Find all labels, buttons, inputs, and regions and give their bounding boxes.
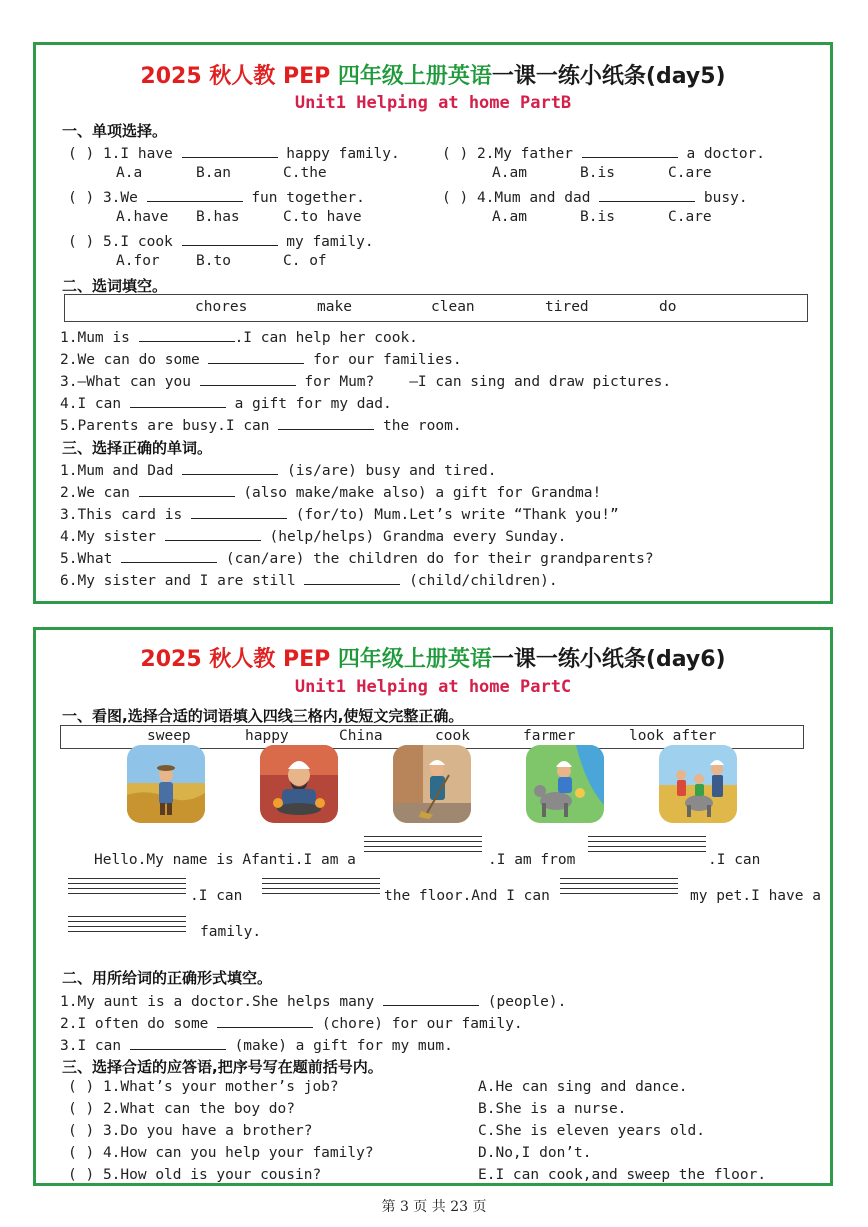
day6-section2-heading: 二、用所给词的正确形式填空。: [62, 969, 273, 987]
day6-paragraph-line1c: .I can: [708, 852, 761, 868]
day5-fill-2: 2.We can do some for our families.: [60, 349, 462, 368]
day5-q1-option-a: A.a: [116, 165, 143, 181]
day5-fill-1: 1.Mum is .I can help her cook.: [60, 327, 418, 346]
fourline-blank[interactable]: [588, 836, 706, 856]
day5-q2-option-b: B.is: [580, 165, 615, 181]
donkey-picture: [526, 745, 604, 823]
farmer-picture: [127, 745, 205, 823]
day6-section3-heading: 三、选择合适的应答语,把序号写在题前括号内。: [62, 1058, 383, 1076]
word-bank-item: China: [339, 728, 383, 744]
fourline-blank[interactable]: [560, 878, 678, 898]
word-bank-item: make: [317, 299, 352, 315]
day5-q5-option-a: A.for: [116, 253, 160, 269]
answer-paren[interactable]: ( ): [68, 146, 95, 162]
day6-match-q3: ( ) 3.Do you have a brother?: [68, 1123, 313, 1139]
answer-paren[interactable]: ( ): [68, 1167, 95, 1183]
day6-match-a5: E.I can cook,and sweep the floor.: [478, 1167, 767, 1183]
answer-blank[interactable]: [121, 548, 217, 563]
day5-q1-option-c: C.the: [283, 165, 327, 181]
fourline-blank[interactable]: [68, 916, 186, 936]
day6-paragraph-line1b: .I am from: [488, 852, 576, 868]
word-bank-item: cook: [435, 728, 470, 744]
answer-paren[interactable]: ( ): [68, 1101, 95, 1117]
day6-match-q2: ( ) 2.What can the boy do?: [68, 1101, 295, 1117]
day6-paragraph-line3: family.: [200, 924, 262, 940]
word-bank-item: sweep: [147, 728, 191, 744]
day5-q5-option-b: B.to: [196, 253, 231, 269]
day5-choose-5: 5.What (can/are) the children do for their grandparents?: [60, 548, 654, 567]
day5-fill-3: 3.—What can you for Mum? —I can sing and draw pictures.: [60, 371, 671, 390]
answer-blank[interactable]: [130, 1035, 226, 1050]
day5-q4-option-a: A.am: [492, 209, 527, 225]
day5-choose-1: 1.Mum and Dad (is/are) busy and tired.: [60, 460, 496, 479]
answer-blank[interactable]: [200, 371, 296, 386]
answer-blank[interactable]: [182, 460, 278, 475]
word-bank-item: happy: [245, 728, 289, 744]
day6-match-a4: D.No,I don’t.: [478, 1145, 592, 1161]
answer-paren[interactable]: ( ): [68, 234, 95, 250]
word-bank-item: look after: [629, 728, 717, 744]
day5-q2-option-c: C.are: [668, 165, 712, 181]
page-footer: 第 3 页 共 23 页: [381, 1199, 487, 1215]
answer-blank[interactable]: [139, 327, 235, 342]
day5-q3-option-c: C.to have: [283, 209, 362, 225]
day6-subtitle: Unit1 Helping at home PartC: [294, 677, 572, 697]
sweep-picture: [393, 745, 471, 823]
answer-blank[interactable]: [182, 143, 278, 158]
day5-q4-option-b: B.is: [580, 209, 615, 225]
day6-section1-heading: 一、看图,选择合适的词语填入四线三格内,使短文完整正确。: [62, 707, 464, 725]
day5-q2-option-a: A.am: [492, 165, 527, 181]
word-bank-item: farmer: [523, 728, 576, 744]
answer-blank[interactable]: [217, 1013, 313, 1028]
answer-blank[interactable]: [130, 393, 226, 408]
day5-q4: ( ) 4.Mum and dad busy.: [442, 187, 748, 206]
day6-match-a1: A.He can sing and dance.: [478, 1079, 688, 1095]
day5-word-bank: [64, 294, 808, 322]
answer-paren[interactable]: ( ): [442, 146, 469, 162]
word-bank-item: clean: [431, 299, 475, 315]
day5-q2: ( ) 2.My father a doctor.: [442, 143, 765, 162]
day5-q3-option-b: B.has: [196, 209, 240, 225]
word-bank-item: chores: [195, 299, 248, 315]
day5-title: 2025 秋人教 PEP 四年级上册英语一课一练小纸条(day5): [140, 64, 726, 89]
day5-q3: ( ) 3.We fun together.: [68, 187, 365, 206]
answer-paren[interactable]: ( ): [68, 1145, 95, 1161]
day5-section1-heading: 一、单项选择。: [62, 122, 168, 140]
worksheet-day5: [33, 42, 833, 604]
answer-blank[interactable]: [278, 415, 374, 430]
word-bank-item: do: [659, 299, 677, 315]
day5-choose-4: 4.My sister (help/helps) Grandma every Sunday.: [60, 526, 566, 545]
day6-form-1: 1.My aunt is a doctor.She helps many (people).: [60, 991, 566, 1010]
day6-paragraph-line2b: the floor.And I can: [384, 888, 550, 904]
day5-fill-4: 4.I can a gift for my dad.: [60, 393, 392, 412]
day5-choose-2: 2.We can (also make/make also) a gift for Grandma!: [60, 482, 601, 501]
fourline-blank[interactable]: [68, 878, 186, 898]
worksheet-day6: [33, 627, 833, 1186]
day6-title: 2025 秋人教 PEP 四年级上册英语一课一练小纸条(day6): [140, 647, 726, 672]
answer-blank[interactable]: [139, 482, 235, 497]
answer-blank[interactable]: [208, 349, 304, 364]
day5-q1-option-b: B.an: [196, 165, 231, 181]
day5-q5: ( ) 5.I cook my family.: [68, 231, 374, 250]
day6-match-a3: C.She is eleven years old.: [478, 1123, 705, 1139]
answer-paren[interactable]: ( ): [68, 1079, 95, 1095]
day5-q5-option-c: C. of: [283, 253, 327, 269]
answer-paren[interactable]: ( ): [442, 190, 469, 206]
day5-section3-heading: 三、选择正确的单词。: [62, 439, 213, 457]
family-picture: [659, 745, 737, 823]
day6-match-q1: ( ) 1.What’s your mother’s job?: [68, 1079, 339, 1095]
day6-paragraph-line1a: Hello.My name is Afanti.I am a: [94, 852, 356, 868]
day5-q1: ( ) 1.I have happy family.: [68, 143, 400, 162]
day5-section2-heading: 二、选词填空。: [62, 277, 168, 295]
day6-form-2: 2.I often do some (chore) for our family.: [60, 1013, 523, 1032]
answer-blank[interactable]: [165, 526, 261, 541]
day6-paragraph-line2a: .I can: [190, 888, 243, 904]
answer-blank[interactable]: [182, 231, 278, 246]
word-bank-item: tired: [545, 299, 589, 315]
answer-paren[interactable]: ( ): [68, 1123, 95, 1139]
answer-blank[interactable]: [582, 143, 678, 158]
fourline-blank[interactable]: [364, 836, 482, 856]
day6-match-a2: B.She is a nurse.: [478, 1101, 627, 1117]
day6-match-q4: ( ) 4.How can you help your family?: [68, 1145, 374, 1161]
answer-blank[interactable]: [147, 187, 243, 202]
day5-q4-option-c: C.are: [668, 209, 712, 225]
answer-paren[interactable]: ( ): [68, 190, 95, 206]
fourline-blank[interactable]: [262, 878, 380, 898]
day6-paragraph-line2c: my pet.I have a: [690, 888, 821, 904]
answer-blank[interactable]: [191, 504, 287, 519]
day5-fill-5: 5.Parents are busy.I can the room.: [60, 415, 462, 434]
day5-choose-3: 3.This card is (for/to) Mum.Let’s write “Thank you!”: [60, 504, 619, 523]
day6-match-q5: ( ) 5.How old is your cousin?: [68, 1167, 322, 1183]
answer-blank[interactable]: [383, 991, 479, 1006]
day5-choose-6: 6.My sister and I are still (child/children).: [60, 570, 558, 589]
answer-blank[interactable]: [304, 570, 400, 585]
day5-q3-option-a: A.have: [116, 209, 169, 225]
answer-blank[interactable]: [599, 187, 695, 202]
day6-form-3: 3.I can (make) a gift for my mum.: [60, 1035, 453, 1054]
cook-picture: [260, 745, 338, 823]
day5-subtitle: Unit1 Helping at home PartB: [294, 93, 572, 113]
